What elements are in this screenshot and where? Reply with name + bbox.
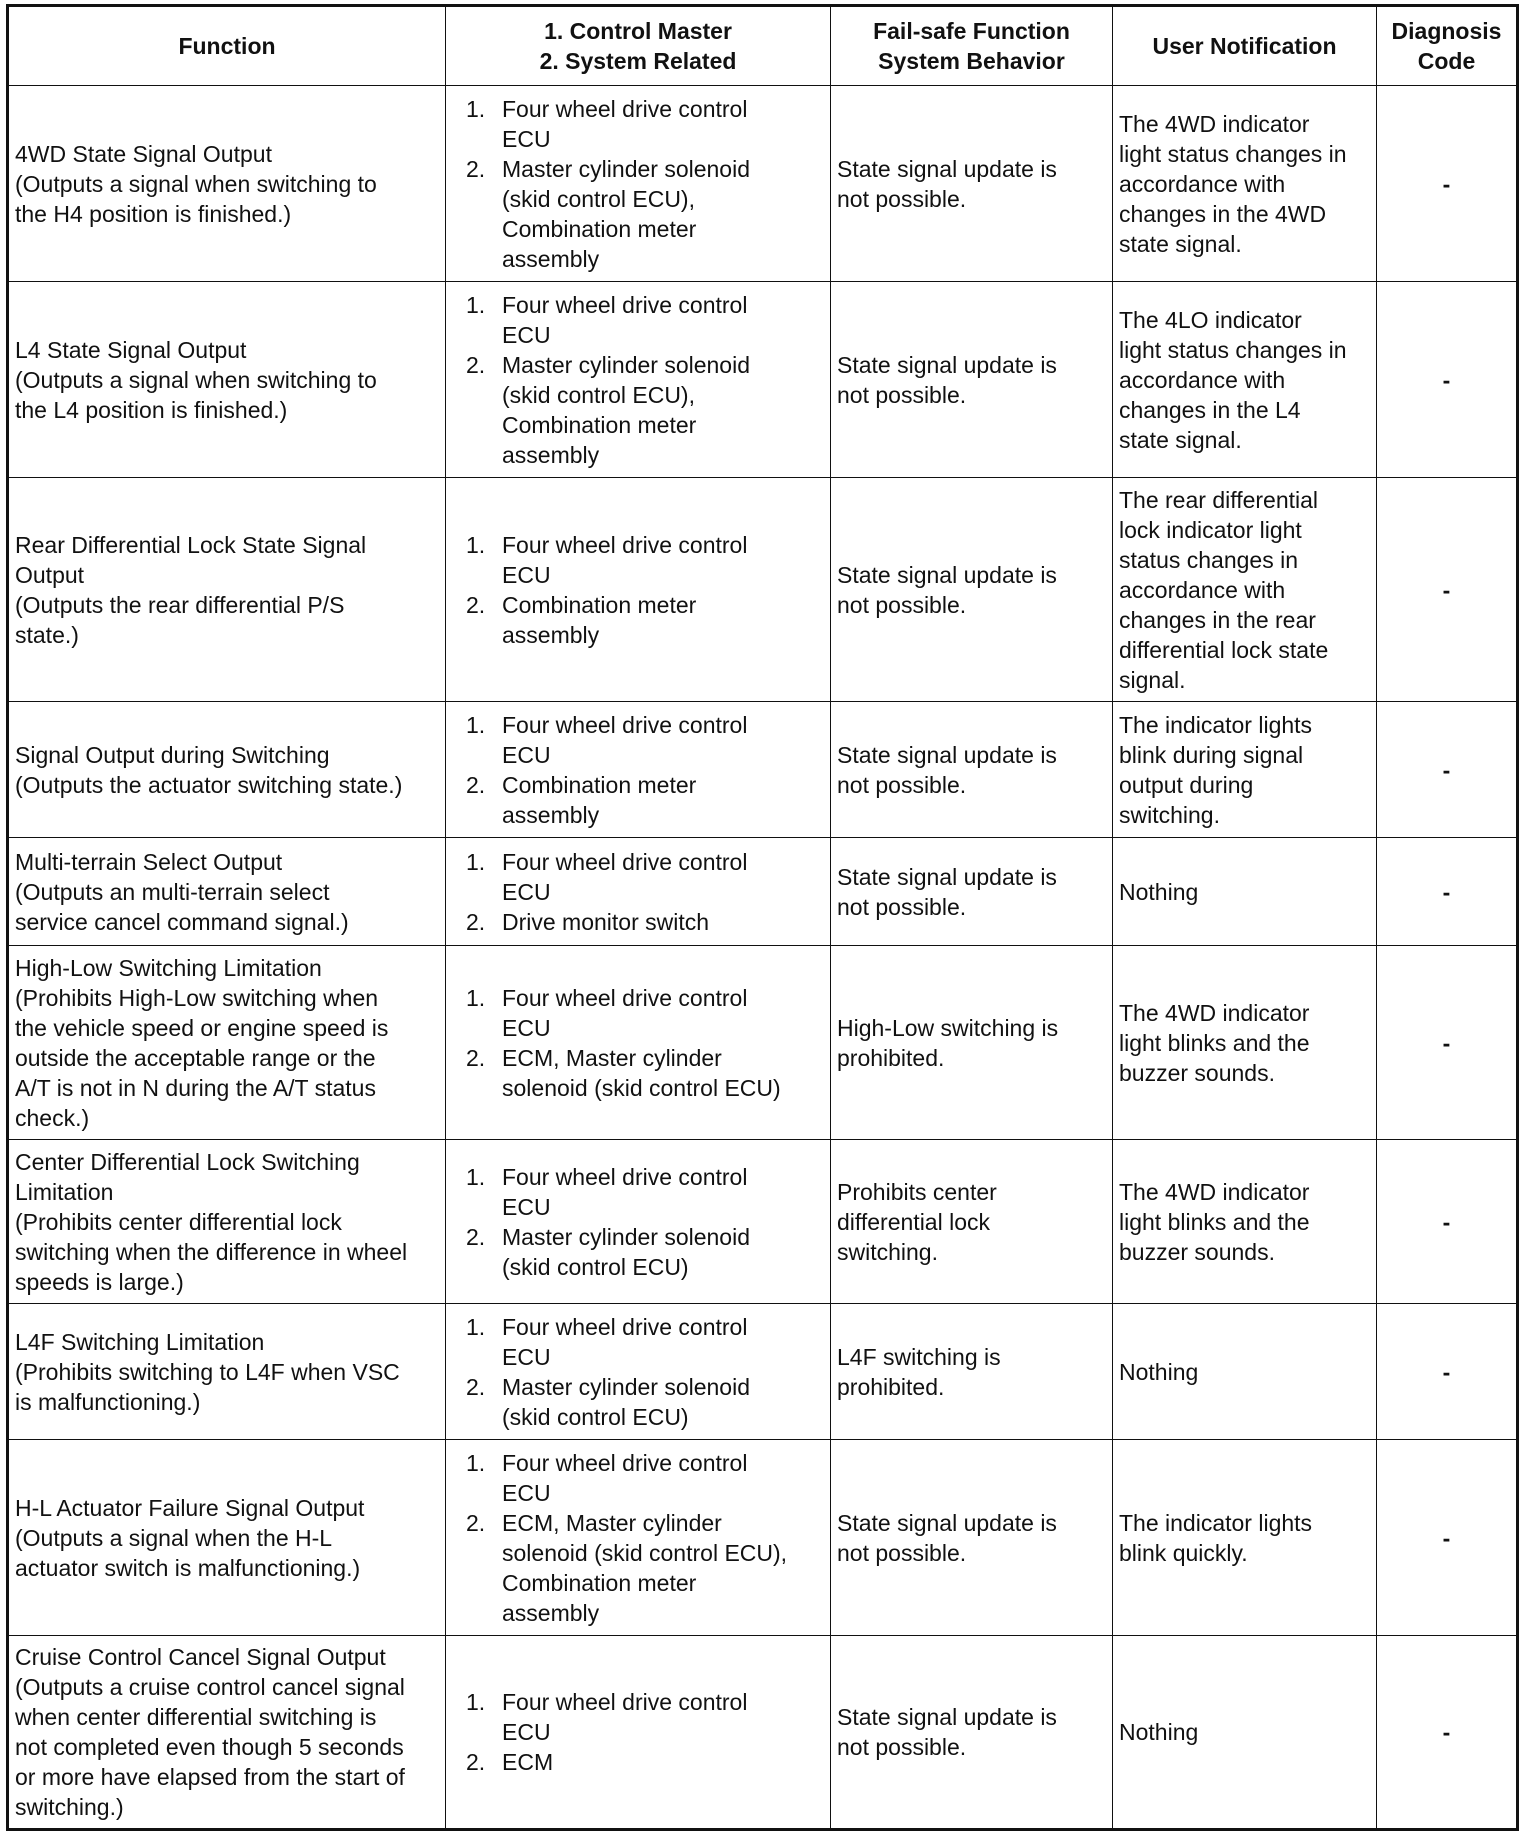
failsafe-text-line: not possible. [837, 771, 967, 798]
function-text-line: (Outputs the actuator switching state.) [15, 771, 403, 798]
notification-text-line: signal. [1119, 666, 1186, 693]
list-item [452, 847, 824, 907]
function-cell [8, 702, 446, 838]
table-row [8, 838, 1518, 946]
function-text-line: (Outputs the rear differential P/S [15, 591, 345, 618]
user-notification-cell [1113, 702, 1377, 838]
list-item-text-line: Master cylinder solenoid [502, 155, 751, 182]
list-item [452, 1162, 824, 1222]
list-item-number: 1. [466, 984, 486, 1011]
failsafe-text-line: State signal update is [837, 863, 1057, 890]
list-item-number: 2. [466, 351, 486, 378]
list-item-number: 1. [466, 848, 486, 875]
failsafe-text-line: State signal update is [837, 1509, 1057, 1536]
notification-text-line: buzzer sounds. [1119, 1059, 1275, 1086]
notification-text-line: light blinks and the [1119, 1029, 1310, 1056]
header-failsafe-line-2: System Behavior [878, 48, 1065, 74]
list-item-number: 2. [466, 155, 486, 182]
list-item [452, 1043, 824, 1103]
function-cell [8, 1140, 446, 1304]
user-notification-cell [1113, 282, 1377, 478]
list-item-text-line: Four wheel drive control [502, 984, 748, 1011]
table-row [8, 702, 1518, 838]
notification-text-line: light blinks and the [1119, 1208, 1310, 1235]
list-item-text-line: Master cylinder solenoid [502, 1373, 751, 1400]
function-text-line: Center Differential Lock Switching [15, 1148, 360, 1175]
control-master-list [452, 1162, 824, 1282]
list-item-text-line: assembly [502, 441, 600, 468]
list-item-text-line: ECU [502, 321, 551, 348]
notification-text-line: output during [1119, 771, 1254, 798]
notification-text-line: changes in the L4 [1119, 396, 1301, 423]
diagnosis-code-cell: - [1377, 1140, 1518, 1304]
user-notification-cell [1113, 478, 1377, 702]
control-master-list [452, 1687, 824, 1777]
failsafe-text-line: State signal update is [837, 351, 1057, 378]
notification-text-line: accordance with [1119, 576, 1286, 603]
failsafe-cell [831, 478, 1113, 702]
list-item-number: 2. [466, 1509, 486, 1536]
table-body [8, 86, 1518, 1830]
function-text-line: when center differential switching is [15, 1704, 377, 1730]
function-cell [8, 282, 446, 478]
notification-text-line: buzzer sounds. [1119, 1238, 1275, 1265]
list-item-text-line: (skid control ECU) [502, 1253, 689, 1280]
diagnosis-code-cell: - [1377, 1304, 1518, 1440]
user-notification-cell [1113, 1304, 1377, 1440]
list-item-text-line: ECU [502, 1014, 551, 1041]
failsafe-text-line: switching. [837, 1238, 938, 1265]
header-row [8, 6, 1518, 86]
list-item-text-line: Four wheel drive control [502, 1449, 748, 1476]
list-item-text-line: assembly [502, 621, 600, 648]
failsafe-text-line: prohibited. [837, 1044, 945, 1071]
control-master-list [452, 530, 824, 650]
notification-text-line: switching. [1119, 801, 1220, 828]
diagnosis-code-cell: - [1377, 282, 1518, 478]
list-item [452, 350, 824, 470]
list-item-text-line: Four wheel drive control [502, 1313, 748, 1340]
list-item [452, 94, 824, 154]
failsafe-text-line: State signal update is [837, 561, 1057, 588]
function-text-line: High-Low Switching Limitation [15, 954, 322, 981]
table-row [8, 1636, 1518, 1830]
failsafe-cell [831, 86, 1113, 282]
function-text-line: state.) [15, 621, 79, 648]
notification-text-line: differential lock state [1119, 636, 1329, 663]
function-text-line: Output [15, 561, 85, 588]
function-text-line: (Outputs a signal when switching to [15, 366, 377, 393]
function-text-line: the H4 position is finished.) [15, 200, 292, 227]
function-cell [8, 1636, 446, 1830]
function-text-line: Multi-terrain Select Output [15, 848, 283, 875]
diagnosis-code-cell: - [1377, 478, 1518, 702]
list-item [452, 1508, 824, 1628]
function-text-line: Signal Output during Switching [15, 741, 330, 768]
failsafe-cell [831, 838, 1113, 946]
list-item-text-line: (skid control ECU) [502, 1403, 689, 1430]
function-text-line: service cancel command signal.) [15, 908, 349, 935]
failsafe-cell [831, 1140, 1113, 1304]
function-text-line: actuator switch is malfunctioning.) [15, 1554, 361, 1581]
list-item-number: 1. [466, 1313, 486, 1340]
header-failsafe [831, 6, 1113, 86]
failsafe-text-line: not possible. [837, 1734, 967, 1760]
list-item-text-line: Combination meter [502, 591, 697, 618]
failsafe-cell [831, 1636, 1113, 1830]
notification-text-line: The 4WD indicator [1119, 999, 1310, 1026]
function-text-line: (Prohibits center differential lock [15, 1208, 342, 1235]
function-text-line: (Outputs a signal when switching to [15, 170, 377, 197]
diagnosis-code-cell: - [1377, 86, 1518, 282]
list-item-text-line: ECU [502, 561, 551, 588]
table-row [8, 1304, 1518, 1440]
function-text-line: the vehicle speed or engine speed is [15, 1014, 389, 1041]
notification-text-line: The 4WD indicator [1119, 110, 1310, 137]
failsafe-text-line: not possible. [837, 893, 967, 920]
failsafe-text-line: State signal update is [837, 741, 1057, 768]
notification-text-line: blink quickly. [1119, 1539, 1248, 1566]
function-cell [8, 1304, 446, 1440]
user-notification-cell [1113, 946, 1377, 1140]
list-item-text-line: Drive monitor switch [502, 908, 710, 935]
list-item-text-line: ECU [502, 1343, 551, 1370]
list-item [452, 1312, 824, 1372]
list-item-number: 2. [466, 1373, 486, 1400]
failsafe-cell [831, 946, 1113, 1140]
diagnosis-code-cell: - [1377, 1636, 1518, 1830]
table-row [8, 1440, 1518, 1636]
control-master-list [452, 94, 824, 274]
notification-text-line: accordance with [1119, 366, 1286, 393]
list-item-number: 2. [466, 591, 486, 618]
notification-text-line: blink during signal [1119, 741, 1304, 768]
notification-text-line: Nothing [1119, 878, 1199, 905]
function-text-line: L4F Switching Limitation [15, 1328, 265, 1355]
user-notification-cell [1113, 86, 1377, 282]
list-item [452, 530, 824, 590]
list-item-text-line: Master cylinder solenoid [502, 1223, 751, 1250]
control-master-cell [446, 1304, 831, 1440]
notification-text-line: state signal. [1119, 230, 1242, 257]
function-text-line: H-L Actuator Failure Signal Output [15, 1494, 365, 1521]
list-item-text-line: (skid control ECU), [502, 381, 695, 408]
notification-text-line: changes in the rear [1119, 606, 1316, 633]
header-diagnosis-code [1377, 6, 1518, 86]
user-notification-cell [1113, 1636, 1377, 1830]
function-text-line: or more have elapsed from the start of [15, 1764, 405, 1790]
notification-text-line: state signal. [1119, 426, 1242, 453]
list-item-number: 1. [466, 711, 486, 738]
list-item-number: 2. [466, 908, 486, 935]
list-item-number: 2. [466, 771, 486, 798]
control-master-cell [446, 86, 831, 282]
list-item-number: 1. [466, 291, 486, 318]
notification-text-line: light status changes in [1119, 140, 1347, 167]
header-control-line-1: 1. Control Master [544, 18, 732, 44]
failsafe-text-line: prohibited. [837, 1373, 945, 1400]
list-item-text-line: Four wheel drive control [502, 711, 748, 738]
function-text-line: A/T is not in N during the A/T status [15, 1074, 376, 1101]
failsafe-cell [831, 282, 1113, 478]
table-row [8, 282, 1518, 478]
failsafe-cell [831, 1440, 1113, 1636]
control-master-cell [446, 838, 831, 946]
function-cell [8, 86, 446, 282]
function-text-line: the L4 position is finished.) [15, 396, 288, 423]
failsafe-text-line: State signal update is [837, 155, 1057, 182]
list-item [452, 1687, 824, 1747]
control-master-cell [446, 478, 831, 702]
function-text-line: (Prohibits High-Low switching when [15, 984, 379, 1011]
list-item-text-line: ECU [502, 1193, 551, 1220]
diagnosis-code-cell: - [1377, 838, 1518, 946]
function-text-line: (Outputs a cruise control cancel signal [15, 1674, 405, 1700]
user-notification-cell [1113, 1440, 1377, 1636]
list-item-text-line: solenoid (skid control ECU) [502, 1074, 781, 1101]
notification-text-line: The indicator lights [1119, 711, 1313, 738]
control-master-list [452, 847, 824, 937]
list-item-text-line: ECU [502, 1719, 551, 1745]
list-item-number: 1. [466, 95, 486, 122]
function-text-line: not completed even though 5 seconds [15, 1734, 404, 1760]
control-master-list [452, 983, 824, 1103]
function-text-line: (Outputs a signal when the H-L [15, 1524, 333, 1551]
list-item [452, 710, 824, 770]
failsafe-text-line: differential lock [837, 1208, 990, 1235]
control-master-cell [446, 1636, 831, 1830]
list-item-text-line: ECM, Master cylinder [502, 1509, 722, 1536]
list-item [452, 1372, 824, 1432]
header-user-notification: User Notification [1113, 6, 1377, 86]
function-text-line: 4WD State Signal Output [15, 140, 272, 167]
failsafe-text-line: not possible. [837, 1539, 967, 1566]
list-item [452, 983, 824, 1043]
list-item [452, 1222, 824, 1282]
list-item-text-line: assembly [502, 1599, 600, 1626]
list-item-text-line: ECU [502, 741, 551, 768]
diagnosis-code-cell: - [1377, 946, 1518, 1140]
list-item [452, 290, 824, 350]
table-row [8, 946, 1518, 1140]
failsafe-text-line: not possible. [837, 591, 967, 618]
failsafe-cell [831, 702, 1113, 838]
function-text-line: switching when the difference in wheel [15, 1238, 408, 1265]
list-item-number: 2. [466, 1044, 486, 1071]
diagnosis-code-cell: - [1377, 1440, 1518, 1636]
list-item-number: 1. [466, 1689, 486, 1715]
list-item-text-line: (skid control ECU), [502, 185, 695, 212]
function-text-line: Rear Differential Lock State Signal [15, 531, 367, 558]
notification-text-line: status changes in [1119, 546, 1299, 573]
function-text-line: outside the acceptable range or the [15, 1044, 376, 1071]
function-text-line: L4 State Signal Output [15, 336, 247, 363]
list-item-text-line: Four wheel drive control [502, 1689, 748, 1715]
function-text-line: (Outputs an multi-terrain select [15, 878, 330, 905]
list-item-text-line: Combination meter [502, 771, 697, 798]
control-master-cell [446, 1440, 831, 1636]
list-item-text-line: ECM, Master cylinder [502, 1044, 722, 1071]
failsafe-cell [831, 1304, 1113, 1440]
notification-text-line: The indicator lights [1119, 1509, 1313, 1536]
control-master-cell [446, 702, 831, 838]
list-item [452, 1448, 824, 1508]
table-row [8, 478, 1518, 702]
table-row [8, 86, 1518, 282]
header-diag-line-2: Code [1417, 48, 1476, 74]
function-text-line: check.) [15, 1104, 90, 1131]
list-item-number: 2. [466, 1223, 486, 1250]
list-item [452, 590, 824, 650]
list-item-text-line: Combination meter [502, 1569, 697, 1596]
list-item-text-line: solenoid (skid control ECU), [502, 1539, 788, 1566]
list-item-text-line: Master cylinder solenoid [502, 351, 751, 378]
control-master-list [452, 1312, 824, 1432]
list-item-text-line: ECU [502, 878, 551, 905]
notification-text-line: light status changes in [1119, 336, 1347, 363]
fail-safe-table [6, 4, 1519, 1831]
list-item-text-line: ECM [502, 1749, 554, 1775]
notification-text-line: The 4LO indicator [1119, 306, 1302, 333]
control-master-cell [446, 1140, 831, 1304]
list-item-text-line: Four wheel drive control [502, 1163, 748, 1190]
list-item-text-line: assembly [502, 801, 600, 828]
list-item [452, 770, 824, 830]
control-master-list [452, 1448, 824, 1628]
header-control-line-2: 2. System Related [539, 48, 737, 74]
failsafe-text-line: not possible. [837, 381, 967, 408]
list-item-number: 1. [466, 531, 486, 558]
failsafe-text-line: State signal update is [837, 1704, 1057, 1730]
fail-safe-table-container [6, 4, 1516, 1831]
table-row [8, 1140, 1518, 1304]
control-master-list [452, 710, 824, 830]
control-master-list [452, 290, 824, 470]
function-cell [8, 1440, 446, 1636]
notification-text-line: lock indicator light [1119, 516, 1302, 543]
function-text-line: switching.) [15, 1794, 124, 1820]
function-text-line: (Prohibits switching to L4F when VSC [15, 1358, 400, 1385]
notification-text-line: The 4WD indicator [1119, 1178, 1310, 1205]
header-diag-line-1: Diagnosis [1391, 18, 1502, 44]
list-item [452, 1747, 824, 1777]
list-item-text-line: Four wheel drive control [502, 531, 748, 558]
notification-text-line: changes in the 4WD [1119, 200, 1327, 227]
function-text-line: is malfunctioning.) [15, 1388, 201, 1415]
header-function: Function [8, 6, 446, 86]
user-notification-cell [1113, 838, 1377, 946]
failsafe-text-line: High-Low switching is [837, 1014, 1059, 1041]
header-control-master [446, 6, 831, 86]
list-item-text-line: Four wheel drive control [502, 95, 748, 122]
notification-text-line: Nothing [1119, 1719, 1199, 1745]
notification-text-line: Nothing [1119, 1358, 1199, 1385]
list-item-text-line: Four wheel drive control [502, 848, 748, 875]
list-item-text-line: ECU [502, 125, 551, 152]
failsafe-text-line: not possible. [837, 185, 967, 212]
list-item [452, 907, 824, 937]
function-text-line: speeds is large.) [15, 1268, 184, 1295]
list-item-number: 1. [466, 1449, 486, 1476]
function-cell [8, 478, 446, 702]
list-item-number: 1. [466, 1163, 486, 1190]
list-item [452, 154, 824, 274]
list-item-text-line: assembly [502, 245, 600, 272]
control-master-cell [446, 282, 831, 478]
list-item-number: 2. [466, 1749, 486, 1775]
function-cell [8, 838, 446, 946]
function-text-line: Cruise Control Cancel Signal Output [15, 1644, 386, 1670]
diagnosis-code-cell: - [1377, 702, 1518, 838]
header-failsafe-line-1: Fail-safe Function [873, 18, 1070, 44]
list-item-text-line: Combination meter [502, 215, 697, 242]
function-text-line: Limitation [15, 1178, 114, 1205]
list-item-text-line: Combination meter [502, 411, 697, 438]
list-item-text-line: Four wheel drive control [502, 291, 748, 318]
user-notification-cell [1113, 1140, 1377, 1304]
failsafe-text-line: L4F switching is [837, 1343, 1001, 1370]
failsafe-text-line: Prohibits center [837, 1178, 997, 1205]
list-item-text-line: ECU [502, 1479, 551, 1506]
function-cell [8, 946, 446, 1140]
notification-text-line: The rear differential [1119, 486, 1319, 513]
control-master-cell [446, 946, 831, 1140]
notification-text-line: accordance with [1119, 170, 1286, 197]
